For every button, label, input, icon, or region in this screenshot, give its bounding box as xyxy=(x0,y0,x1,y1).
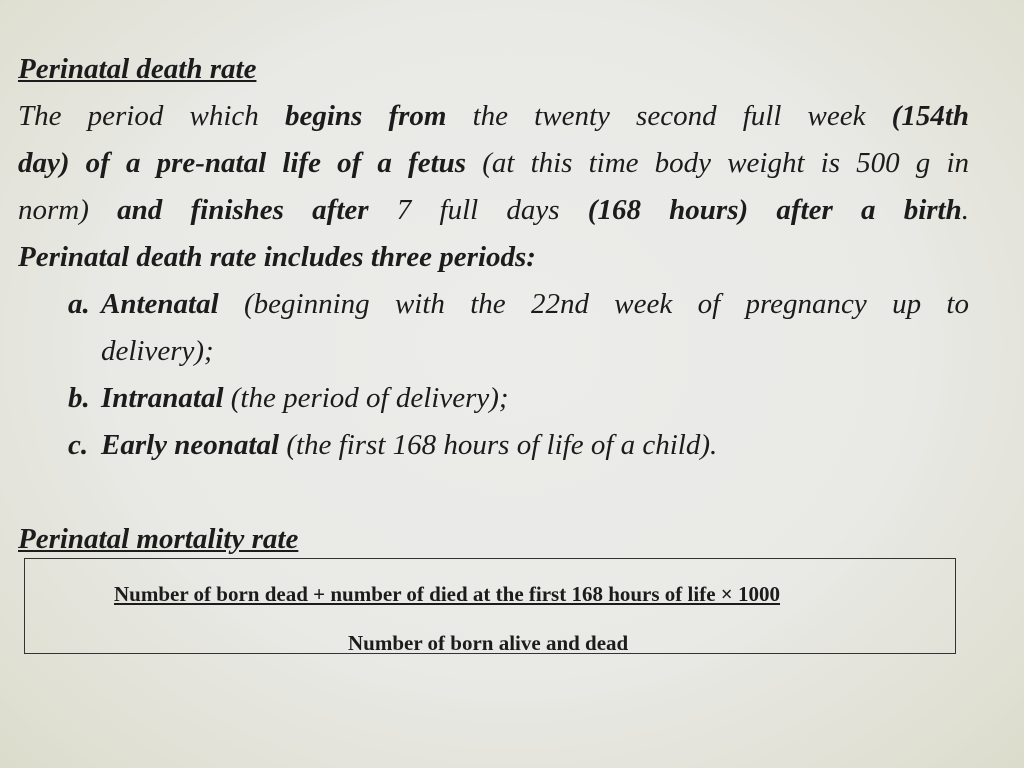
section-title-perinatal-death-rate: Perinatal death rate xyxy=(18,53,257,85)
periods-intro: Perinatal death rate includes three periods: xyxy=(18,241,536,273)
definition-line-2: day) of a pre-natal life of a fetus (at this time body weight is 500 g in xyxy=(18,147,969,179)
list-item-intranatal: Intranatal (the period of delivery); xyxy=(101,382,509,414)
formula-denominator: Number of born alive and dead xyxy=(348,631,629,655)
definition-line-1: The period which begins from the twenty second full week (154th xyxy=(18,100,969,132)
list-item-antenatal: Antenatal (beginning with the 22nd week of pregnancy up to xyxy=(101,288,969,320)
list-marker-a: a. xyxy=(68,288,90,320)
section-title-perinatal-mortality-rate: Perinatal mortality rate xyxy=(18,523,299,555)
list-marker-b: b. xyxy=(68,382,90,414)
formula-numerator: Number of born dead + number of died at the first 168 hours of life × 1000 xyxy=(114,582,780,606)
definition-line-3: norm) and finishes after 7 full days (168 hours) after a birth. xyxy=(18,194,969,226)
list-item-early-neonatal: Early neonatal (the first 168 hours of life of a child). xyxy=(101,429,718,461)
list-item-antenatal-cont: delivery); xyxy=(101,335,214,367)
list-marker-c: c. xyxy=(68,429,89,461)
formula-box xyxy=(24,558,956,654)
